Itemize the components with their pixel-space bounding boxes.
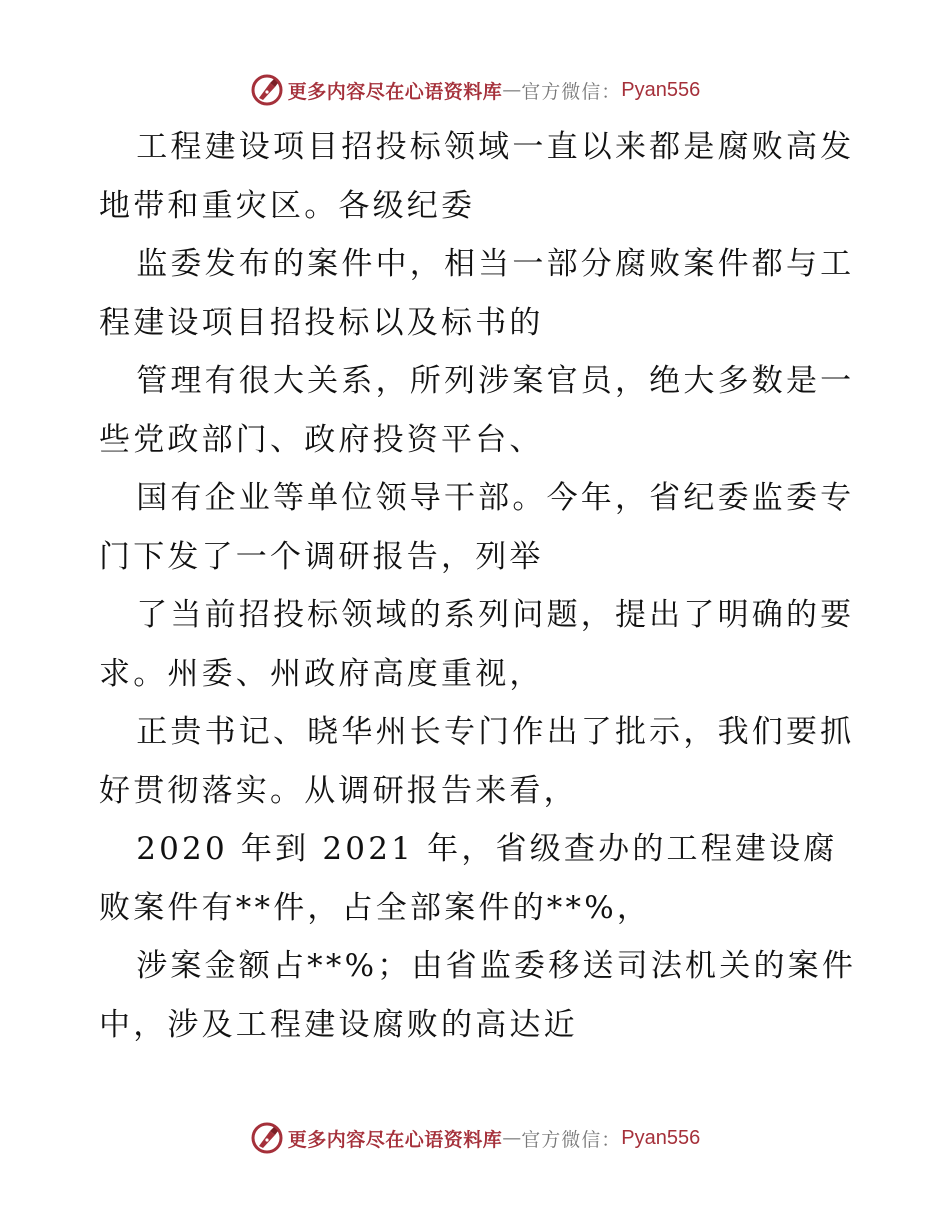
footer-banner xyxy=(0,1120,950,1156)
paragraph: 正贵书记、晓华州长专门作出了批示，我们要抓好贯彻落实。从调研报告来看， xyxy=(99,714,855,809)
footer-site-name: 更多内容尽在心语资料库 xyxy=(287,1128,503,1151)
footer-wechat-id: Pyan556 xyxy=(621,1126,701,1149)
footer-wechat-label: 官方微信： xyxy=(521,1128,622,1151)
header-site-name: 更多内容尽在心语资料库 xyxy=(287,80,503,103)
header-wechat-label: 官方微信： xyxy=(521,80,622,103)
pen-nib-circle-icon xyxy=(250,73,284,107)
paragraph: 国有企业等单位领导干部。今年，省纪委监委专门下发了一个调研报告，列举 xyxy=(99,480,855,575)
document-body xyxy=(99,118,859,1054)
paragraph: 管理有很大关系，所列涉案官员，绝大多数是一些党政部门、政府投资平台、 xyxy=(99,363,855,458)
paragraph: 工程建设项目招投标领域一直以来都是腐败高发地带和重灾区。各级纪委 xyxy=(99,129,855,224)
paragraph: 2020 年到 2021 年，省级查办的工程建设腐败案件有**件，占全部案件的**%， xyxy=(99,831,838,926)
paragraph: 涉案金额占**%；由省监委移送司法机关的案件中，涉及工程建设腐败的高达近 xyxy=(99,948,857,1043)
pen-nib-circle-icon xyxy=(250,1121,284,1155)
header-wechat-id: Pyan556 xyxy=(621,78,701,101)
header-separator: — xyxy=(502,79,522,101)
footer-separator: — xyxy=(502,1127,522,1149)
paragraph: 了当前招投标领域的系列问题，提出了明确的要求。州委、州政府高度重视， xyxy=(99,597,855,692)
paragraph: 监委发布的案件中，相当一部分腐败案件都与工程建设项目招投标以及标书的 xyxy=(99,246,855,341)
header-banner xyxy=(0,72,950,108)
